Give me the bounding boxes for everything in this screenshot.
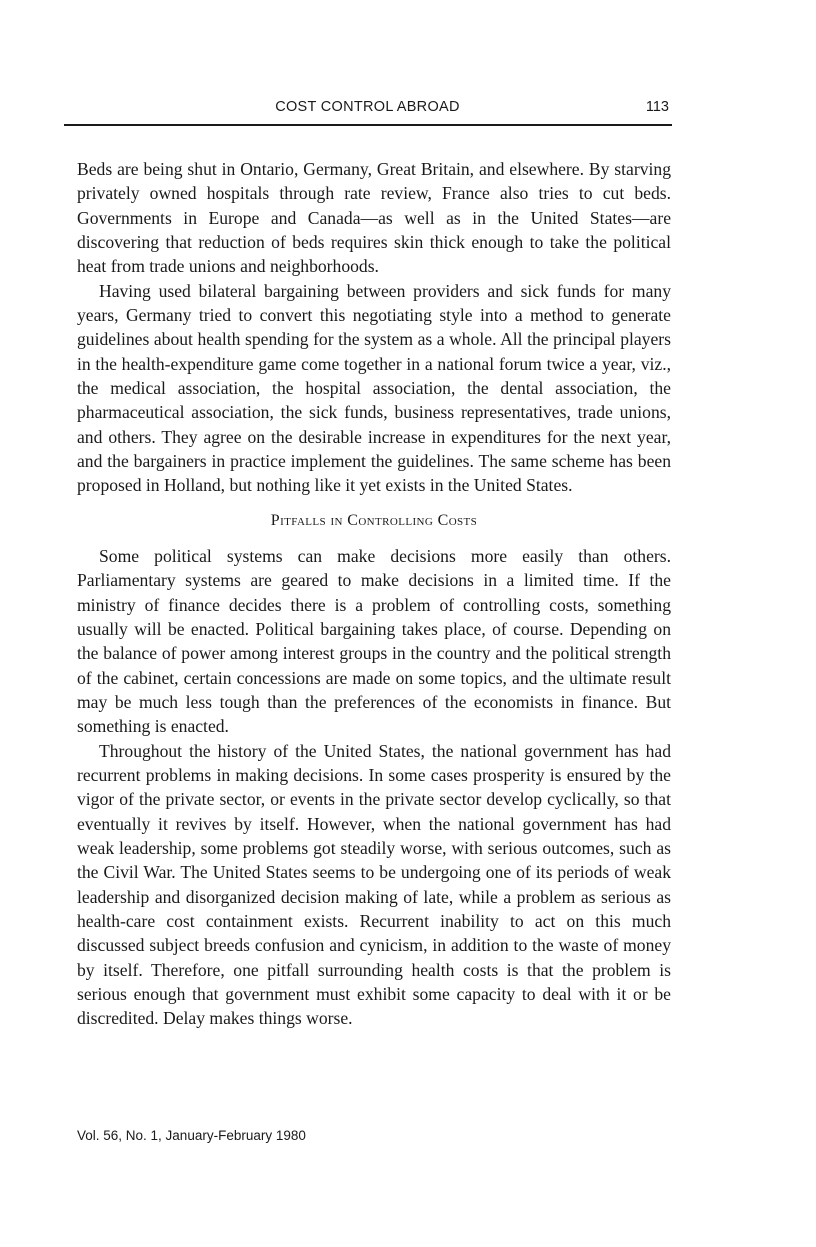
paragraph-4: Throughout the history of the United States, the national government has had recurrent problems in making decisions. In some cases prosperity is ensured by the vigor of the private sector, or events in the private sector develop cyclically, so that eventually it revives by itself. However, when the national government has had weak leadership, some problems got steadily worse, with serious outcomes, such as the Civil War. The United States seems to be undergoing one of its periods of weak leadership and disorganized decision making of late, while a problem as serious as health-care cost containment exists. Recurrent inability to act on this much discussed subject breeds confusion and cynicism, in addition to the waste of money by itself. Therefore, one pitfall surrounding health costs is that the problem is serious enough that government must exhibit some capacity to deal with it or be discredited. Delay makes things worse. bbox=[77, 740, 671, 1029]
section-heading: Pitfalls in Controlling Costs bbox=[270, 511, 478, 529]
paragraph-2: Having used bilateral bargaining between providers and sick funds for many years, Germany tried to convert this negotiating style into a method to generate guidelines about health spending for the system as a whole. All the principal players in the health-expenditure game come together in a national forum twice a year, viz., the medical association, the hospital association, the dental association, the pharmaceutical association, the sick funds, business representatives, trade unions, and others. They agree on the desirable increase in expenditures for the next year, and the bargainers in practice implement the guidelines. The same scheme has been proposed in Holland, but nothing like it yet exists in the United States. bbox=[77, 280, 671, 496]
body-text bbox=[77, 157, 671, 1031]
running-title: COST CONTROL ABROAD bbox=[275, 99, 460, 115]
page-number: 113 bbox=[645, 99, 669, 115]
paragraph-3: Some political systems can make decisions more easily than others. Parliamentary systems are geared to make decisions in a limited time. If the ministry of finance decides there is a problem of controlling costs, something usually will be enacted. Political bargaining takes place, of course. Depending on the balance of power among interest groups in the country and the political strength of the cabinet, certain concessions are made on some topics, and the ultimate result may be much less tough than the preferences of the economists in finance. But something is enacted. bbox=[77, 545, 671, 737]
running-head bbox=[64, 97, 671, 121]
footer-citation: Vol. 56, No. 1, January-February 1980 bbox=[77, 1128, 306, 1143]
paragraph-1: Beds are being shut in Ontario, Germany, Great Britain, and elsewhere. By starving privately owned hospitals through rate review, France also tries to cut beds. Governments in Europe and Canada—as well as in the United States—are discovering that reduction of beds requires skin thick enough to take the political heat from trade unions and neighborhoods. bbox=[77, 159, 671, 277]
header-rule bbox=[64, 124, 672, 126]
